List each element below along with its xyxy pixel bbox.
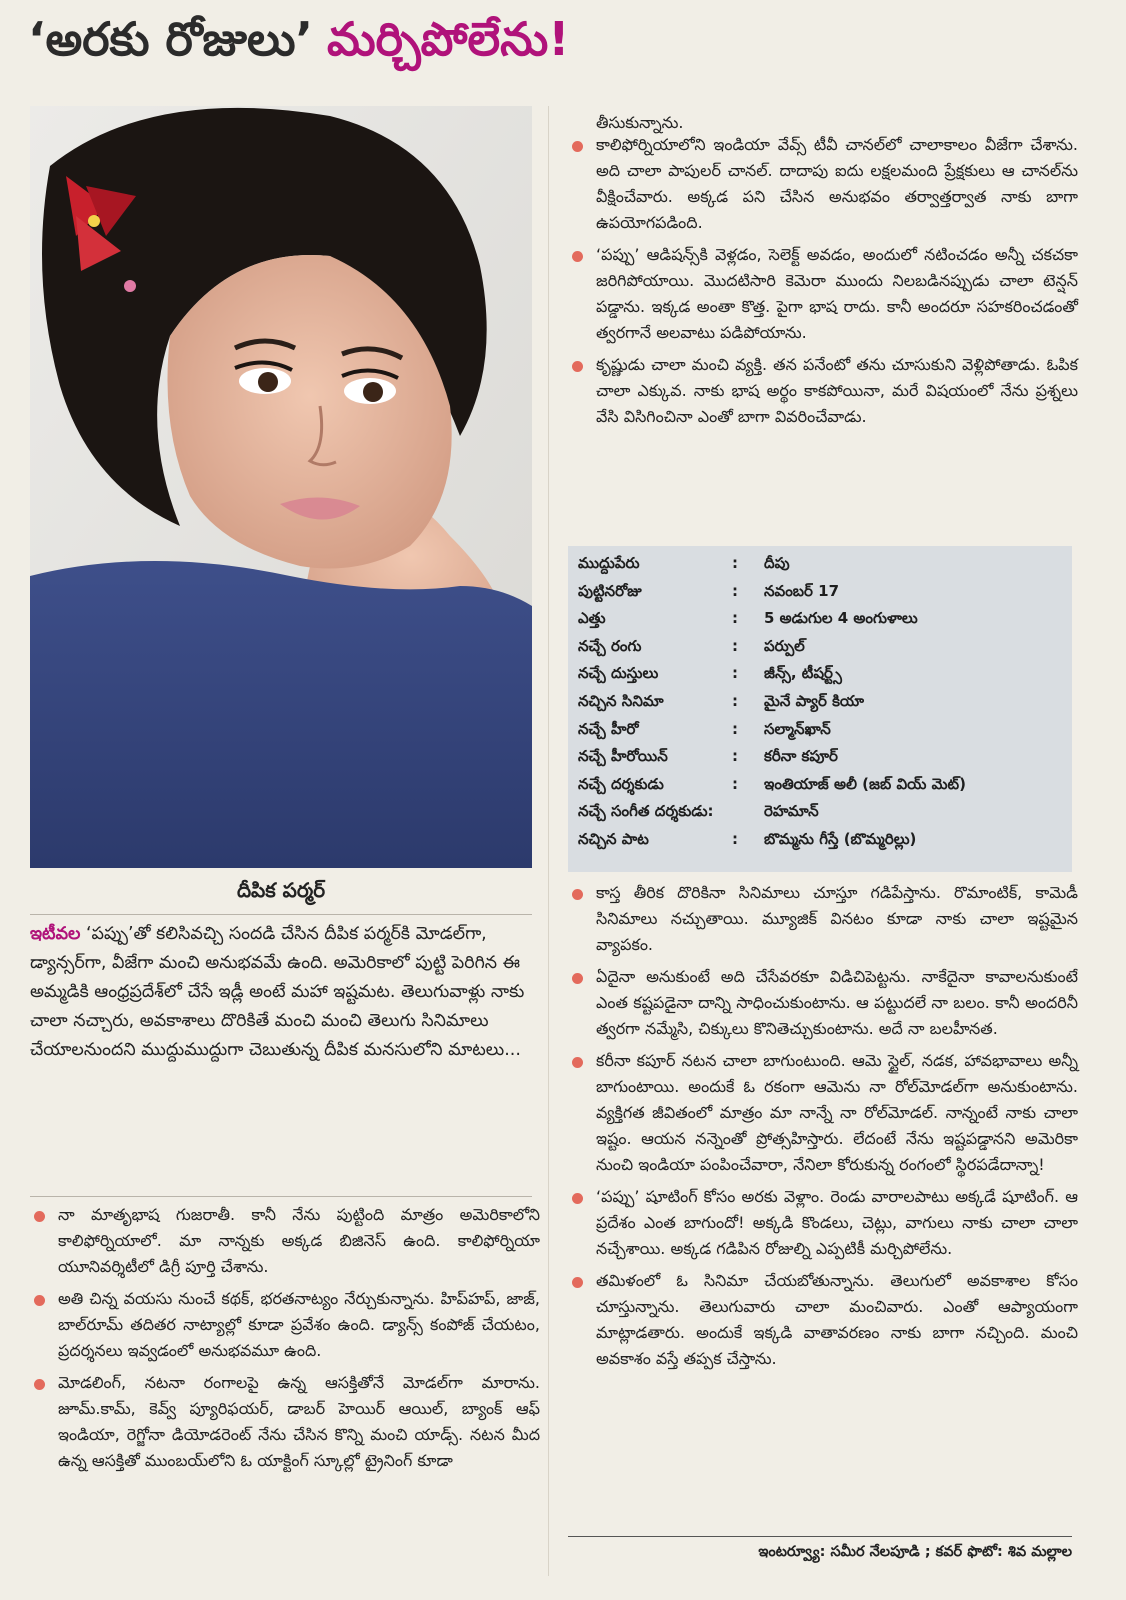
infobox-row [568,771,1072,799]
infobox-key: నచ్చే దుస్తులు [578,664,659,683]
left-bullet-list [30,1202,540,1480]
credit-divider [568,1536,1072,1537]
headline-part2: మర్చిపోలేను! [326,12,570,66]
right-top-bullet-list [568,132,1078,436]
continuation-text: తీసుకున్నాను. [596,113,684,132]
bullet-icon [572,973,583,984]
bullet-icon [572,889,583,900]
infobox-row [568,798,1072,826]
portrait-illustration [30,106,532,868]
intro-lead: ఇటీవల [30,924,81,944]
infobox-row [568,550,1072,578]
infobox-key: నచ్చే హీరో [578,719,639,738]
intro-paragraph [30,920,528,1065]
photo-caption: దీపిక పర్మర్ [236,878,326,902]
list-item-text: కాలిఫోర్నియాలోని ఇండియా వేవ్స్ టీవీ చానల్‌లో చాలాకాలం వీజేగా చేశాను. అది చాలా పాపులర్ చానల్. దాదాపు ఐదు లక్షలమంది ప్రేక్షకులు ఆ చానల్‌ను వీక్షించేవారు. అక్కడ పని చేసిన అనుభవం తర్వాత్తర్వాత నాకు బాగా ఉపయోగపడింది. [596,135,1078,232]
infobox-colon: : [732,636,738,655]
infobox-value: పర్పుల్ [764,636,805,655]
list-item [30,1286,540,1364]
list-item-text: మోడలింగ్, నటనా రంగాలపై ఉన్న ఆసక్తితోనే మోడల్‌గా మారాను. జూమ్.కామ్, కెవ్వ్ ప్యూరిఫయర్, డాబర్ హెయిర్ ఆయిల్, బ్యాంక్ ఆఫ్ ఇండియా, రెగ్జోనా డియోడరెంట్ నేను చేసిన కొన్ని మంచి యాడ్స్. నటన మీద ఉన్న ఆసక్తితో ముంబయ్‌లోని ఓ యాక్టింగ్ స్కూల్లో ట్రైనింగ్ కూడా [58,1373,540,1470]
infobox-row [568,633,1072,661]
bullet-icon [572,1277,583,1288]
list-item-text: ‘పప్పు’ షూటింగ్ కోసం అరకు వెళ్లాం. రెండు వారాలపాటు అక్కడే షూటింగ్. ఆ ప్రదేశం ఎంత బాగుందో! అక్కడి కొండలు, చెట్లు, వాగులు నాకు చాలా చాలా నచ్చేశాయి. అక్కడ గడిపిన రోజుల్ని ఎప్పటికీ మర్చిపోలేను. [596,1187,1078,1258]
infobox-value: ఇంతియాజ్ అలీ (జబ్ వియ్ మెట్) [764,774,966,793]
infobox-key: నచ్చే దర్శకుడు [578,774,664,793]
infobox-colon: : [732,691,738,710]
list-item [568,1268,1078,1372]
infobox-value: బొమ్మను గీస్తే (బొమ్మరిల్లు) [764,829,917,848]
infobox-row [568,688,1072,716]
infobox-colon: : [732,774,738,793]
infobox-value: 5 అడుగుల 4 అంగుళాలు [764,609,918,628]
bullet-icon [34,1295,45,1306]
list-item-text: ఏదైనా అనుకుంటే అది చేసేవరకూ విడిచిపెట్టను. నాకేదైనా కావాలనుకుంటే ఎంత కష్టపడైనా దాన్ని సాధించుకుంటాను. ఆ పట్టుదలే నా బలం. కానీ అందరినీ త్వరగా నమ్మేసి, చిక్కులు కొనితెచ్చుకుంటాను. అదే నా బలహీనత. [596,967,1078,1038]
bullet-icon [34,1211,45,1222]
infobox-row [568,743,1072,771]
list-item [568,242,1078,346]
list-item-text: ‘పప్పు’ ఆడిషన్స్‌కి వెళ్లడం, సెలెక్ట్ అవడం, అందులో నటించడం అన్నీ చకచకా జరిగిపోయాయి. మొదటిసారి కెమెరా ముందు నిలబడినప్పుడు చాలా టెన్షన్ పడ్డాను. ఇక్కడ అంతా కొత్త. పైగా భాష రాదు. కానీ అందరూ సహకరించడంతో త్వరగానే అలవాటు పడిపోయాను. [596,245,1078,342]
right-bottom-bullet-list [568,880,1078,1378]
bullet-icon [572,1057,583,1068]
list-item [568,1048,1078,1178]
bullet-icon [572,1193,583,1204]
list-item-text: తమిళంలో ఓ సినిమా చేయబోతున్నాను. తెలుగులో అవకాశాల కోసం చూస్తున్నాను. తెలుగువారు చాలా మంచివారు. ఎంతో ఆప్యాయంగా మాట్లాడతారు. అందుకే ఇక్కడి వాతావరణం నాకు బాగా నచ్చింది. మంచి అవకాశం వస్తే తప్పక చేస్తాను. [596,1271,1078,1368]
infobox-value: మైనే ప్యార్ కియా [764,691,865,710]
infobox-value: దీపు [764,554,790,572]
list-item [30,1370,540,1474]
infobox-key: ఎత్తు [578,609,606,628]
infobox-key: పుట్టినరోజు [578,581,642,600]
intro-divider [30,1196,532,1197]
headline [28,12,569,92]
list-item-text: కృష్ణుడు చాలా మంచి వ్యక్తి. తన పనేంటో తను చూసుకుని వెళ్లిపోతాడు. ఓపిక చాలా ఎక్కువ. నాకు భాష అర్థం కాకపోయినా, మరే విషయంలో నేను ప్రశ్నలు వేసి విసిగించినా ఎంతో బాగా వివరించేవాడు. [596,355,1078,426]
bullet-icon [572,361,583,372]
list-item [30,1202,540,1280]
list-item [568,964,1078,1042]
infobox-key: నచ్చిన సినిమా [578,691,664,710]
infobox-key: నచ్చే సంగీత దర్శకుడు: [578,802,714,821]
portrait-photo [30,106,532,868]
infobox-key: నచ్చిన పాట [578,829,649,848]
infobox-colon: : [732,719,738,738]
headline-part1: ‘అరకు రోజులు’ [28,12,313,66]
infobox-row [568,605,1072,633]
credit-line: ఇంటర్వ్యూ: సమీర నేలపూడి ; కవర్ ఫొటో: శివ మల్లాల [758,1544,1072,1560]
column-divider [548,106,549,1576]
infobox-value: సల్మాన్‌ఖాన్ [764,719,831,738]
infobox-value: కరీనా కపూర్ [764,747,838,766]
infobox-key: ముద్దుపేరు [578,554,640,572]
list-item [568,352,1078,430]
list-item-text: అతి చిన్న వయసు నుంచే కథక్, భరతనాట్యం నేర్చుకున్నాను. హిప్‌హప్, జాజ్, బాల్‌రూమ్ తదితర నాట్యాల్లో కూడా ప్రవేశం ఉంది. డ్యాన్స్ కంపోజ్ చేయటం, ప్రదర్శనలు ఇవ్వడంలో అనుభవమూ ఉంది. [58,1289,540,1360]
infobox-value: జీన్స్, టీషర్ట్స్ [764,664,842,683]
bullet-icon [572,251,583,262]
infobox-colon: : [732,609,738,628]
infobox-colon: : [732,581,738,600]
list-item-text: కరీనా కపూర్ నటన చాలా బాగుంటుంది. ఆమె స్టైల్, నడక, హావభావాలు అన్నీ బాగుంటాయి. అందుకే ఓ రకంగా ఆమెను నా రోల్‌మోడల్‌గా అనుకుంటాను. వ్యక్తిగత జీవితంలో మాత్రం మా నాన్నే నా రోల్‌మోడల్. నాన్నంటే నాకు చాలా ఇష్టం. ఆయన నన్నెంతో ప్రోత్సహిస్తారు. లేదంటే నేను ఇష్టపడ్డానని అమెరికా నుంచి ఇండియా పంపించేవారా, నేనిలా కోరుకున్న రంగంలో స్థిరపడేదాన్నా! [596,1051,1078,1174]
list-item [568,132,1078,236]
infobox-colon: : [732,747,738,766]
profile-infobox [568,546,1072,872]
infobox-row [568,826,1072,854]
list-item [568,1184,1078,1262]
infobox-value: నవంబర్ 17 [764,581,840,600]
bullet-icon [34,1379,45,1390]
intro-text: ‘పప్పు’తో కలిసివచ్చి సందడి చేసిన దీపిక పర్మర్‌కి మోడల్‌గా, డ్యాన్సర్‌గా, వీజేగా మంచి అనుభవమే ఉంది. అమెరికాలో పుట్టి పెరిగిన ఈ అమ్మడికి ఆంధ్రప్రదేశ్‌లో చేసే ఇడ్లీ అంటే మహా ఇష్టమట. తెలుగువాళ్లు నాకు చాలా నచ్చారు, అవకాశాలు దొరికితే మంచి మంచి తెలుగు సినిమాలు చేయాలనుందని ముద్దుముద్దుగా చెబుతున్న దీపిక మనసులోని మాటలు... [30,924,525,1060]
infobox-colon: : [732,829,738,848]
infobox-row [568,660,1072,688]
infobox-key: నచ్చే హీరోయిన్ [578,747,668,766]
caption-divider [30,914,532,915]
list-item-text: కాస్త తీరిక దొరికినా సినిమాలు చూస్తూ గడిపేస్తాను. రొమాంటిక్, కామెడీ సినిమాలు నచ్చుతాయి. మ్యూజిక్ వినటం కూడా నాకు చాలా ఇష్టమైన వ్యాపకం. [596,883,1078,954]
infobox-colon: : [732,664,738,683]
infobox-colon: : [732,554,738,572]
list-item-text: నా మాతృభాష గుజరాతీ. కానీ నేను పుట్టింది మాత్రం అమెరికాలోని కాలిఫోర్నియాలో. మా నాన్నకు అక్కడ బిజినెస్ ఉంది. కాలిఫోర్నియా యూనివర్శిటీలో డిగ్రీ పూర్తి చేశాను. [58,1205,540,1276]
infobox-row [568,578,1072,606]
infobox-key: నచ్చే రంగు [578,636,642,655]
infobox-value: రెహమాన్ [764,802,819,821]
list-item [568,880,1078,958]
bullet-icon [572,141,583,152]
infobox-row [568,716,1072,744]
